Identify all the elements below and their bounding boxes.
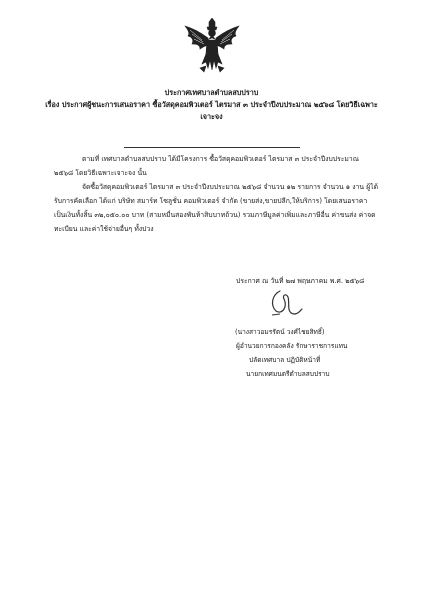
signature xyxy=(266,287,306,317)
signatory-block xyxy=(230,325,370,381)
subject-continuation: เจาะจง xyxy=(200,112,223,121)
subject-line: เรื่อง ประกาศผู้ชนะการเสนอราคา ซื้อวัสดุคอมพิวเตอร์ ไตรมาส ๓ ประจำปีงบประมาณ ๒๕๖๘ โดยวิธีเฉพาะ xyxy=(45,100,378,109)
paragraph-award: จัดซื้อวัสดุคอมพิวเตอร์ ไตรมาส ๓ ประจำปีงบประมาณ ๒๕๖๘ จำนวน ๑๒ รายการ จำนวน ๑ งาน ผู้ได้รับการคัดเลือก ได้แก่ บริษัท สมาร์ท โซลูชั่น คอมพิวเตอร์ จำกัด (ขายส่ง,ขายปลีก,ให้บริการ) โดยเสนอราคา เป็นเงินทั้งสิ้น ๓๒,๐๕๐.๐๐ บาท (สามหมื่นสองพันห้าสิบบาทถ้วน) รวมภาษีมูลค่าเพิ่มและภาษีอื่น ค่าขนส่ง ค่าจดทะเบียน และค่าใช้จ่ายอื่นๆ ทั้งปวง xyxy=(54,183,379,233)
announcement-date: ประกาศ ณ วันที่ ๒๗ พฤษภาคม พ.ศ. ๒๕๖๘ xyxy=(236,277,365,285)
announcement-title xyxy=(0,87,423,123)
title-divider xyxy=(124,147,300,148)
garuda-emblem-icon xyxy=(182,18,242,78)
signatory-position-1: ผู้อำนวยการกองคลัง รักษาราชการแทน xyxy=(236,342,348,350)
org-title: ประกาศเทศบาลตำบลสบปราบ xyxy=(164,88,259,97)
signatory-position-3: นายกเทศมนตรีตำบลสบปราบ xyxy=(246,370,330,378)
signatory-position-2: ปลัดเทศบาล ปฏิบัติหน้าที่ xyxy=(249,356,321,364)
paragraph-intro: ตามที่ เทศบาลตำบลสบปราบ ได้มีโครงการ ซื้อวัสดุคอมพิวเตอร์ ไตรมาส ๓ ประจำปีงบประมาณ ๒๕๖๘ โดยวิธีเฉพาะเจาะจง นั้น xyxy=(54,155,360,177)
signatory-name: (นางสาวอมรรัตน์ วงศ์ไชยสิทธิ์) xyxy=(235,328,325,336)
